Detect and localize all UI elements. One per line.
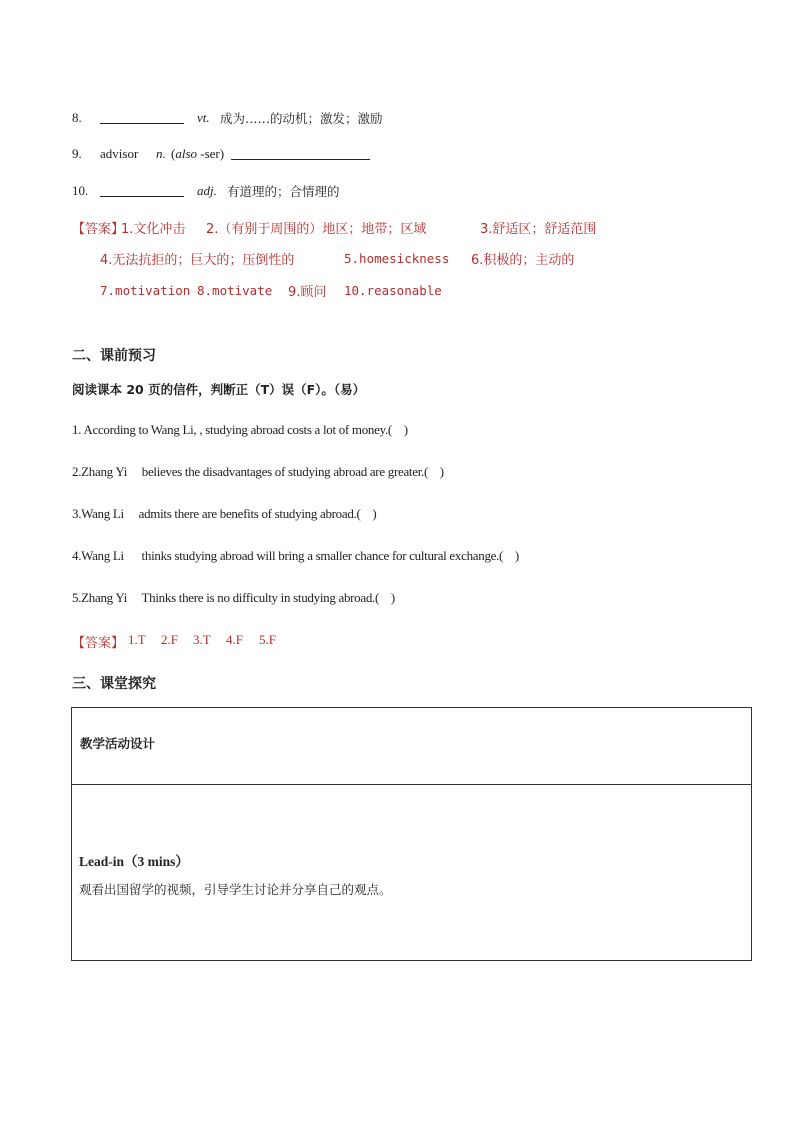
vocab-word: advisor: [100, 146, 139, 161]
tf-answer-5: 5.F: [259, 632, 276, 647]
instruction: 阅读课本 20 页的信件，判断正（T）误（F）。（易）: [72, 382, 366, 397]
part-of-speech: adj.: [197, 183, 217, 198]
answer-1: 1.文化冲击: [121, 222, 186, 237]
answer-10: 10.reasonable: [344, 283, 442, 298]
answer-blank-9: [231, 149, 370, 160]
vocab-item-9: [72, 146, 82, 162]
part-of-speech: vt.: [197, 110, 210, 125]
tf-answer-3: 3.T: [193, 632, 211, 647]
table-header-row: [72, 708, 751, 785]
answer-blank-10: [100, 186, 184, 197]
question-5: 5.Zhang Yi Thinks there is no difficulty in studying abroad.( ): [72, 590, 395, 605]
vocab-item-8: [72, 110, 82, 126]
answer-8: 8.motivate: [197, 283, 273, 298]
activity-table: [71, 707, 752, 961]
question-4: 4.Wang Li thinks studying abroad will bring a smaller chance for cultural exchange.( ): [72, 548, 519, 563]
answer-blank-8: [100, 113, 184, 124]
answer-tag: 【答案】: [72, 222, 125, 237]
item-number: 8.: [72, 110, 82, 125]
answer-tag: 【答案】: [72, 636, 125, 651]
definition: 成为……的动机；激发；激励: [220, 111, 383, 126]
section-heading-classroom: 三、课堂探究: [72, 676, 156, 692]
answer-3: 3.舒适区；舒适范围: [480, 222, 597, 237]
answer-6: 6.积极的；主动的: [471, 253, 575, 268]
part-of-speech: n.: [156, 146, 166, 161]
item-number: 9.: [72, 146, 82, 161]
vocab-item-10: [72, 183, 88, 199]
leadin-title: Lead-in（3 mins）: [79, 854, 189, 869]
item-number: 10.: [72, 183, 89, 198]
answer-7: 7.motivation: [100, 283, 191, 298]
question-1: 1. According to Wang Li, , studying abroad costs a lot of money.( ): [72, 422, 408, 437]
answer-2: 2.（有别于周围的）地区；地带；区域: [206, 222, 427, 237]
answer-4: 4.无法抗拒的；巨大的；压倒性的: [100, 253, 295, 268]
table-body-row: [72, 785, 751, 960]
question-3: 3.Wang Li admits there are benefits of studying abroad.( ): [72, 506, 377, 521]
table-header: 教学活动设计: [80, 736, 156, 751]
leadin-text: 观看出国留学的视频，引导学生讨论并分享自己的观点。: [79, 882, 392, 897]
answer-5: 5.homesickness: [344, 251, 450, 266]
question-2: 2.Zhang Yi believes the disadvantages of studying abroad are greater.( ): [72, 464, 444, 479]
definition: 有道理的；合情理的: [227, 184, 340, 199]
spelling-note: (also -ser): [171, 146, 225, 161]
section-heading-preview: 二、课前预习: [72, 348, 156, 364]
tf-answer-2: 2.F: [161, 632, 178, 647]
answer-9: 9.顾问: [288, 285, 327, 300]
tf-answer-4: 4.F: [226, 632, 243, 647]
tf-answer-1: 1.T: [128, 632, 146, 647]
